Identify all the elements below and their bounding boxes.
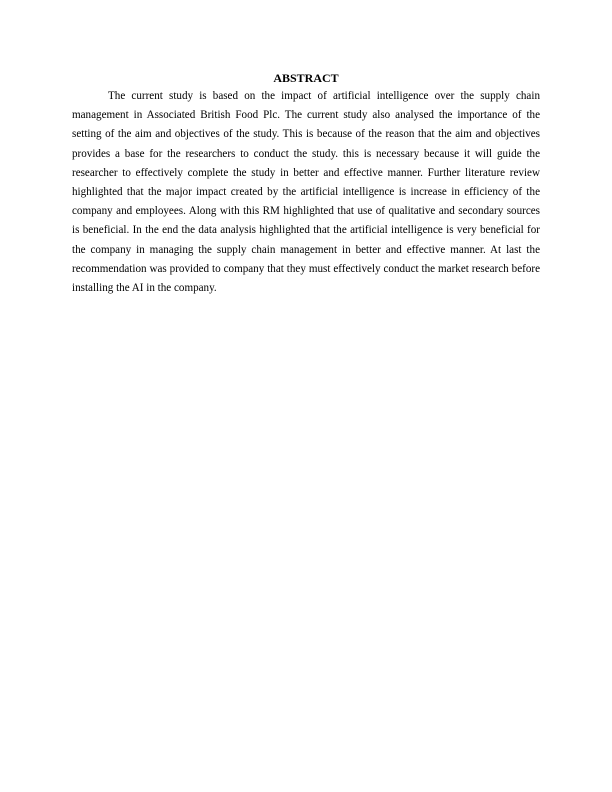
abstract-section	[72, 70, 540, 298]
abstract-heading: ABSTRACT	[273, 71, 339, 85]
abstract-paragraph: The current study is based on the impact of artificial intelligence over the supply chain management in Associated British Food Plc. The current study also analysed the importance of the setting of the aim and objectives of the study. This is because of the reason that the aim and objectives provides a base for the researchers to conduct the study. this is necessary because it will guide the researcher to effectively complete the study in better and effective manner. Further literature review highlighted that the major impact created by the artificial intelligence is increase in efficiency of the company and employees. Along with this RM highlighted that use of qualitative and secondary sources is beneficial. In the end the data analysis highlighted that the artificial intelligence is very beneficial for the company in managing the supply chain management in better and effective manner. At last the recommendation was provided to company that they must effectively conduct the market research before installing the AI in the company.	[72, 90, 540, 295]
